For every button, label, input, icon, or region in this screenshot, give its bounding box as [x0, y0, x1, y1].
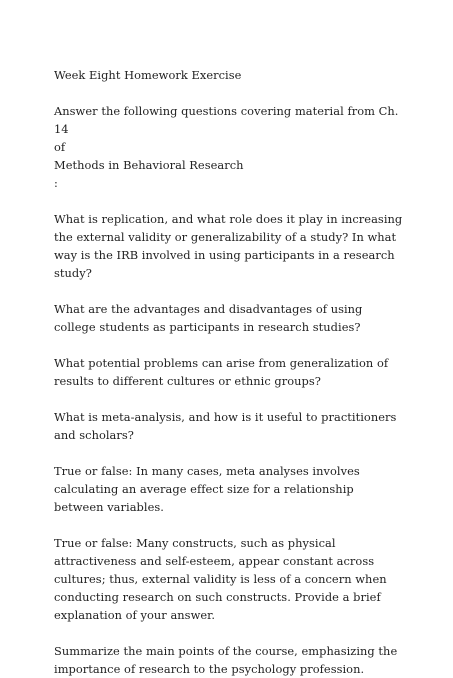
- question-7: Summarize the main points of the course, emphasizing the importance of research to the psychology profession.: [54, 644, 398, 676]
- document-title: Week Eight Homework Exercise: [54, 68, 242, 82]
- intro-line: Answer the following questions covering material from Ch. 14 of: [54, 104, 399, 154]
- intro-colon: :: [54, 176, 58, 190]
- question-4: What is meta-analysis, and how is it useful to practitioners and scholars?: [54, 410, 397, 442]
- book-title: Methods in Behavioral Research: [54, 158, 244, 172]
- question-5: True or false: In many cases, meta analyses involves calculating an average effect size for a relationship between variables.: [54, 464, 360, 514]
- document-body: [54, 66, 404, 678]
- question-1: What is replication, and what role does it play in increasing the external validity or generalizability of a study? In what way is the IRB involved in using participants in a research study?: [54, 212, 403, 280]
- question-3: What potential problems can arise from generalization of results to different cultures or ethnic groups?: [54, 356, 389, 388]
- question-6: True or false: Many constructs, such as physical attractiveness and self-esteem, appear constant across cultures; thus, external validity is less of a concern when conducting research on such constructs. Provide a brief explanation of your answer.: [54, 536, 387, 622]
- question-2: What are the advantages and disadvantages of using college students as participants in research studies?: [54, 302, 363, 334]
